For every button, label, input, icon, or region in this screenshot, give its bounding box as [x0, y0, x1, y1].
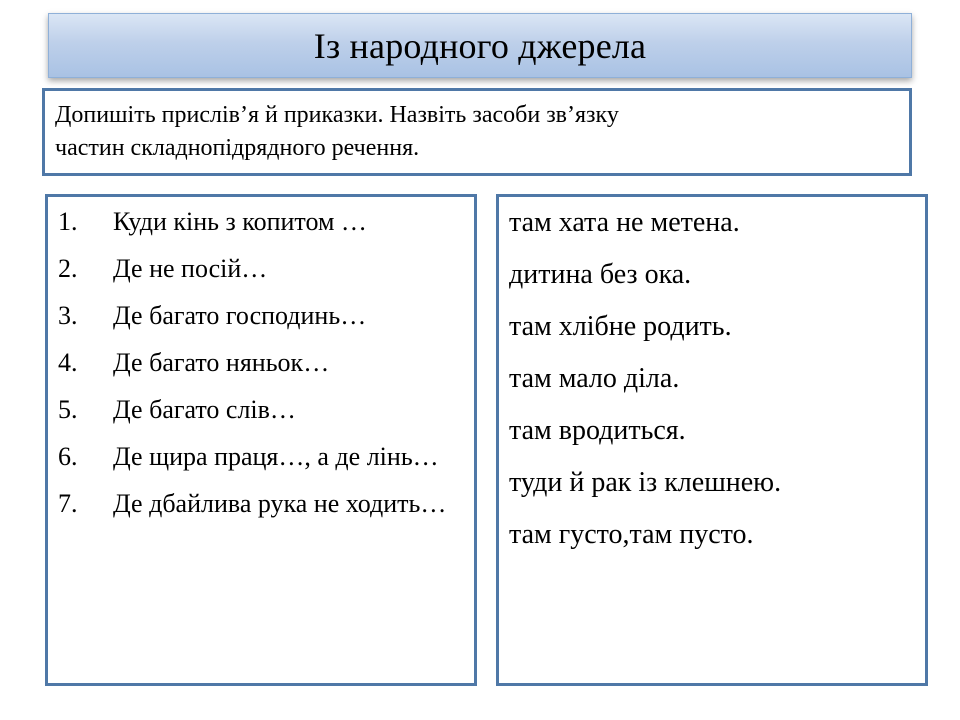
item-number: 4. — [58, 348, 78, 377]
proverb-beginning: Де дбайлива рука не ходить… — [113, 489, 447, 518]
item-number: 5. — [58, 395, 78, 424]
list-item — [58, 440, 463, 474]
item-number: 7. — [58, 489, 78, 518]
proverb-beginnings-list — [58, 205, 463, 534]
proverb-beginning: Де щира праця…, а де лінь… — [113, 442, 439, 471]
proverb-beginning: Куди кінь з копитом … — [113, 207, 367, 236]
list-item — [58, 393, 463, 427]
proverb-beginning: Де багато няньок… — [113, 348, 330, 377]
item-number: 2. — [58, 254, 78, 283]
slide-title-banner — [48, 13, 912, 78]
proverb-beginnings-panel — [45, 194, 477, 686]
list-item — [58, 299, 463, 333]
list-item — [58, 487, 463, 521]
proverb-beginning: Де багато господинь… — [113, 301, 367, 330]
list-item — [58, 205, 463, 239]
proverb-ending: там вродиться. — [509, 415, 686, 446]
proverb-endings-panel — [496, 194, 928, 686]
item-number: 1. — [58, 207, 78, 236]
proverb-ending: там мало діла. — [509, 363, 680, 394]
item-number: 6. — [58, 442, 78, 471]
task-instruction-line-1: Допишіть прислів’я й приказки. Назвіть засоби зв’язку — [55, 102, 619, 128]
proverb-ending: там густо,там пусто. — [509, 519, 754, 550]
proverb-endings-list — [509, 207, 781, 571]
slide-title: Із народного джерела — [313, 25, 647, 66]
task-instruction-box — [42, 88, 912, 176]
proverb-ending: там хлібне родить. — [509, 311, 732, 342]
list-item — [58, 346, 463, 380]
proverb-beginning: Де багато слів… — [113, 395, 296, 424]
item-number: 3. — [58, 301, 78, 330]
list-item — [58, 252, 463, 286]
proverb-beginning: Де не посій… — [113, 254, 268, 283]
proverb-ending: туди й рак із клешнею. — [509, 467, 782, 498]
proverb-ending: там хата не метена. — [509, 207, 740, 238]
task-instruction-line-2: частин складнопідрядного речення. — [55, 135, 420, 161]
proverb-ending: дитина без ока. — [509, 259, 692, 290]
